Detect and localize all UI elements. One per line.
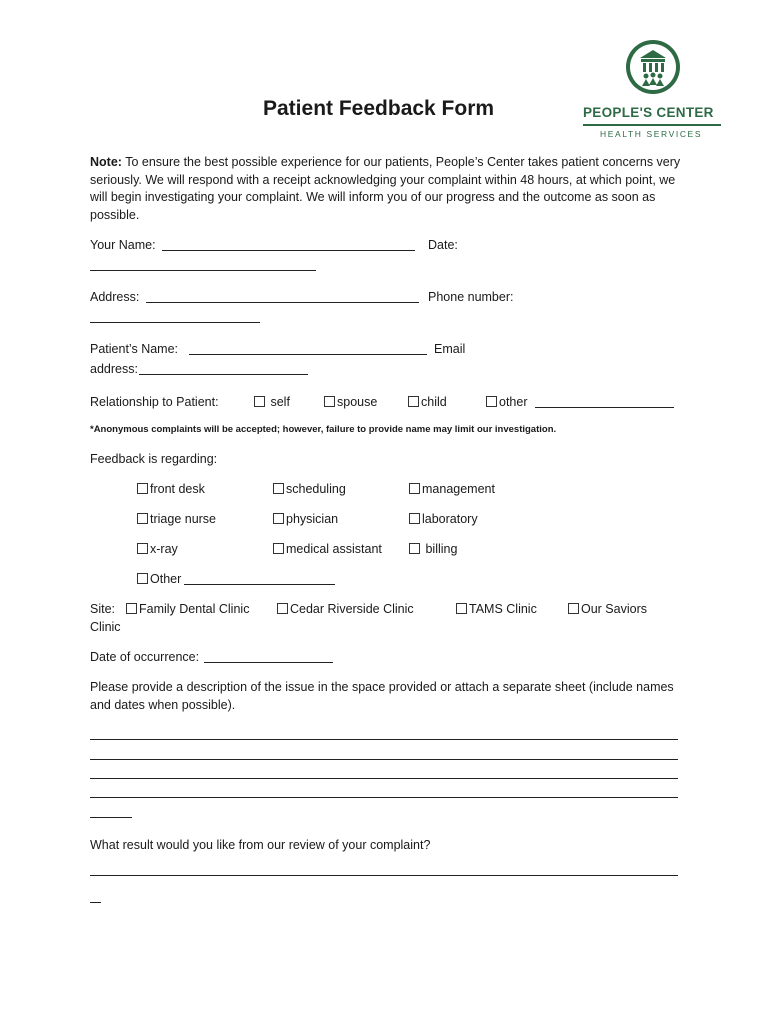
site-option-family-dental[interactable] bbox=[126, 601, 249, 619]
option-label: front desk bbox=[150, 482, 205, 496]
option-label: Cedar Riverside Clinic bbox=[290, 602, 414, 616]
option-label: management bbox=[422, 482, 495, 496]
feedback-option-scheduling[interactable] bbox=[273, 481, 346, 499]
date-label: Date: bbox=[428, 238, 458, 252]
email-label-part2: address: bbox=[90, 362, 138, 376]
option-label: triage nurse bbox=[150, 512, 217, 526]
option-label: billing bbox=[425, 542, 458, 556]
checkbox-icon[interactable] bbox=[137, 573, 148, 584]
checkbox-icon[interactable] bbox=[273, 513, 284, 524]
option-label: scheduling bbox=[286, 482, 346, 496]
checkbox-icon[interactable] bbox=[126, 603, 137, 614]
phone-label: Phone number: bbox=[428, 290, 514, 304]
checkbox-icon[interactable] bbox=[409, 543, 420, 554]
site-wrap-text: Clinic bbox=[90, 620, 121, 634]
option-label: Family Dental Clinic bbox=[139, 602, 250, 616]
checkbox-icon[interactable] bbox=[277, 603, 288, 614]
feedback-option-x-ray[interactable] bbox=[137, 541, 178, 559]
feedback-option-other[interactable] bbox=[137, 571, 181, 589]
patient-name-field[interactable] bbox=[189, 354, 427, 355]
checkbox-icon[interactable] bbox=[137, 483, 148, 494]
checkbox-icon[interactable] bbox=[486, 396, 497, 407]
description-line[interactable] bbox=[90, 817, 132, 818]
description-line[interactable] bbox=[90, 759, 678, 760]
occurrence-label: Date of occurrence: bbox=[90, 650, 200, 664]
checkbox-icon[interactable] bbox=[568, 603, 579, 614]
description-prompt: Please provide a description of the issue in the space provided or attach a separate sheet (include names and dates when possible). bbox=[90, 680, 674, 712]
checkbox-icon[interactable] bbox=[254, 396, 265, 407]
address-field[interactable] bbox=[146, 302, 419, 303]
result-line[interactable] bbox=[90, 875, 678, 876]
logo-subtitle: HEALTH SERVICES bbox=[600, 129, 703, 139]
occurrence-field[interactable] bbox=[204, 662, 333, 663]
option-label: laboratory bbox=[422, 512, 478, 526]
checkbox-icon[interactable] bbox=[408, 396, 419, 407]
checkbox-icon[interactable] bbox=[137, 543, 148, 554]
option-label: Our Saviors bbox=[581, 602, 647, 616]
option-label: Other bbox=[150, 572, 182, 586]
checkbox-icon[interactable] bbox=[409, 483, 420, 494]
feedback-option-physician[interactable] bbox=[273, 511, 338, 529]
checkbox-icon[interactable] bbox=[273, 543, 284, 554]
relationship-label: Relationship to Patient: bbox=[90, 395, 219, 409]
site-option-our-saviors[interactable] bbox=[568, 601, 647, 619]
feedback-option-laboratory[interactable] bbox=[409, 511, 478, 529]
other-relationship-field[interactable] bbox=[535, 407, 674, 408]
your-name-label: Your Name: bbox=[90, 238, 156, 252]
feedback-other-field[interactable] bbox=[184, 584, 335, 585]
phone-field[interactable] bbox=[90, 322, 260, 323]
feedback-option-triage-nurse[interactable] bbox=[137, 511, 216, 529]
address-label: Address: bbox=[90, 290, 140, 304]
patient-name-label: Patient’s Name: bbox=[90, 342, 179, 356]
feedback-option-medical-assistant[interactable] bbox=[273, 541, 382, 559]
option-label: spouse bbox=[337, 395, 378, 409]
relationship-option-child[interactable] bbox=[408, 394, 447, 412]
site-option-tams[interactable] bbox=[456, 601, 537, 619]
note-paragraph bbox=[90, 154, 690, 224]
relationship-option-self[interactable] bbox=[254, 394, 290, 412]
option-label: child bbox=[421, 395, 447, 409]
page-title: Patient Feedback Form bbox=[263, 97, 495, 120]
checkbox-icon[interactable] bbox=[137, 513, 148, 524]
anonymous-note: *Anonymous complaints will be accepted; however, failure to provide name may limit our investigation. bbox=[90, 424, 557, 435]
site-label: Site: bbox=[90, 602, 116, 616]
note-text: To ensure the best possible experience for our patients, People’s Center takes patient concerns very seriously. We will respond with a receipt acknowledging your complaint within 48 hours, at which point, we will begin investigating your complaint. We will inform you of our progress and the outcome as soon as possible. bbox=[90, 155, 681, 222]
checkbox-icon[interactable] bbox=[456, 603, 467, 614]
description-line[interactable] bbox=[90, 739, 678, 740]
feedback-label: Feedback is regarding: bbox=[90, 452, 218, 466]
checkbox-icon[interactable] bbox=[409, 513, 420, 524]
checkbox-icon[interactable] bbox=[324, 396, 335, 407]
relationship-option-other[interactable] bbox=[486, 394, 528, 412]
option-label: medical assistant bbox=[286, 542, 382, 556]
description-line[interactable] bbox=[90, 778, 678, 779]
feedback-option-management[interactable] bbox=[409, 481, 495, 499]
logo-emblem-icon bbox=[624, 38, 682, 96]
result-line[interactable] bbox=[90, 902, 101, 903]
site-option-cedar-riverside[interactable] bbox=[277, 601, 414, 619]
logo-name: PEOPLE'S CENTER bbox=[583, 105, 714, 120]
result-prompt: What result would you like from our review of your complaint? bbox=[90, 838, 431, 852]
your-name-field[interactable] bbox=[162, 250, 415, 251]
option-label: physician bbox=[286, 512, 339, 526]
relationship-option-spouse[interactable] bbox=[324, 394, 377, 412]
option-label: self bbox=[270, 395, 290, 409]
feedback-option-front-desk[interactable] bbox=[137, 481, 205, 499]
option-label: other bbox=[499, 395, 528, 409]
checkbox-icon[interactable] bbox=[273, 483, 284, 494]
feedback-option-billing[interactable] bbox=[409, 541, 457, 559]
email-label-part1: Email bbox=[434, 342, 466, 356]
description-line[interactable] bbox=[90, 797, 678, 798]
date-field[interactable] bbox=[90, 270, 316, 271]
option-label: x-ray bbox=[150, 542, 178, 556]
note-label: Note: bbox=[90, 155, 122, 169]
logo-divider bbox=[583, 124, 721, 126]
email-field[interactable] bbox=[139, 374, 308, 375]
option-label: TAMS Clinic bbox=[469, 602, 537, 616]
